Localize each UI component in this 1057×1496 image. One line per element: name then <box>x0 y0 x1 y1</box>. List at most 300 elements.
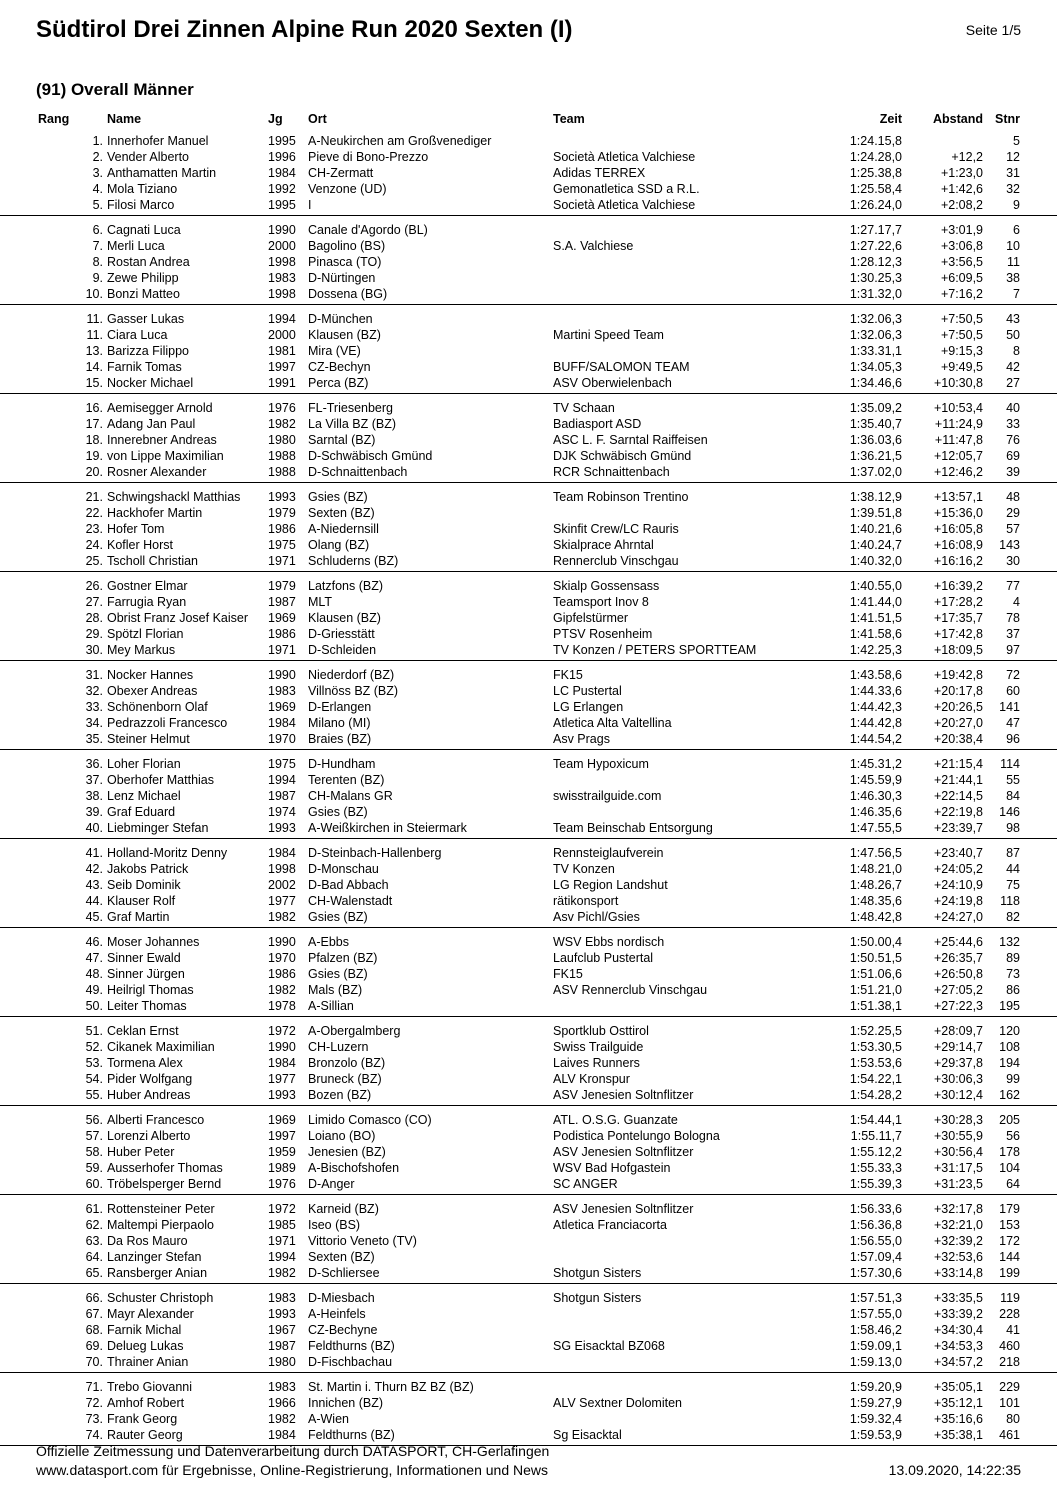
cell-abstand: +9:49,5 <box>940 360 983 374</box>
cell-ort: Klausen (BZ) <box>308 611 381 625</box>
cell-team: TV Konzen <box>553 862 615 876</box>
cell-jg: 1984 <box>268 846 296 860</box>
cell-abstand: +24:05,2 <box>933 862 983 876</box>
cell-jg: 1996 <box>268 150 296 164</box>
cell-ort: A-Neukirchen am Großvenediger <box>308 134 492 148</box>
cell-zeit: 1:33.31,1 <box>849 344 902 358</box>
cell-rang: 7. <box>92 239 103 253</box>
cell-rang: 20. <box>85 465 103 479</box>
cell-team: ASV Oberwielenbach <box>553 376 672 390</box>
cell-team: Società Atletica Valchiese <box>553 198 696 212</box>
cell-team: Swiss Trailguide <box>553 1040 644 1054</box>
cell-ort: D-Griesstätt <box>308 627 375 641</box>
cell-zeit: 1:36.21,5 <box>849 449 902 463</box>
cell-jg: 1983 <box>268 684 296 698</box>
table-row <box>0 982 1057 998</box>
col-jg: Jg <box>268 112 283 126</box>
cell-jg: 1987 <box>268 595 296 609</box>
table-row <box>0 1112 1057 1128</box>
cell-jg: 1990 <box>268 1040 296 1054</box>
cell-rang: 13. <box>85 344 103 358</box>
cell-jg: 1984 <box>268 1056 296 1070</box>
table-row <box>0 683 1057 699</box>
cell-stnr: 86 <box>1006 983 1020 997</box>
cell-stnr: 104 <box>999 1161 1020 1175</box>
cell-team: Skialp Gossensass <box>553 579 660 593</box>
cell-zeit: 1:26.24,0 <box>849 198 902 212</box>
cell-ort: Latzfons (BZ) <box>308 579 384 593</box>
cell-name: Tormena Alex <box>107 1056 183 1070</box>
cell-stnr: 9 <box>1013 198 1020 212</box>
table-row <box>0 489 1057 505</box>
cell-name: von Lippe Maximilian <box>107 449 224 463</box>
cell-zeit: 1:44.42,3 <box>849 700 902 714</box>
cell-name: Sinner Ewald <box>107 951 181 965</box>
cell-ort: D-Monschau <box>308 862 379 876</box>
table-row <box>0 359 1057 375</box>
cell-rang: 30. <box>85 643 103 657</box>
cell-stnr: 87 <box>1006 846 1020 860</box>
cell-name: Obexer Andreas <box>107 684 198 698</box>
cell-ort: St. Martin i. Thurn BZ BZ (BZ) <box>308 1380 474 1394</box>
cell-ort: Gsies (BZ) <box>308 490 368 504</box>
cell-team: Gemonatletica SSD a R.L. <box>553 182 700 196</box>
cell-stnr: 44 <box>1006 862 1020 876</box>
cell-team: Atletica Franciacorta <box>553 1218 667 1232</box>
result-group <box>0 133 1057 216</box>
cell-zeit: 1:37.02,0 <box>849 465 902 479</box>
cell-abstand: +12:46,2 <box>933 465 983 479</box>
cell-ort: A-Weißkirchen in Steiermark <box>308 821 467 835</box>
cell-zeit: 1:25.58,4 <box>849 182 902 196</box>
cell-zeit: 1:44.33,6 <box>849 684 902 698</box>
table-row <box>0 254 1057 270</box>
cell-abstand: +22:19,8 <box>933 805 983 819</box>
result-group <box>0 934 1057 1017</box>
cell-jg: 1989 <box>268 1161 296 1175</box>
cell-jg: 1987 <box>268 1339 296 1353</box>
cell-team: Laives Runners <box>553 1056 640 1070</box>
cell-team: TV Konzen / PETERS SPORTTEAM <box>553 643 757 657</box>
table-row <box>0 804 1057 820</box>
table-row <box>0 1039 1057 1055</box>
cell-rang: 16. <box>85 401 103 415</box>
table-row <box>0 861 1057 877</box>
cell-jg: 1983 <box>268 1380 296 1394</box>
cell-jg: 2002 <box>268 878 296 892</box>
cell-ort: Pieve di Bono-Prezzo <box>308 150 429 164</box>
table-row <box>0 1290 1057 1306</box>
cell-stnr: 96 <box>1006 732 1020 746</box>
cell-abstand: +30:28,3 <box>933 1113 983 1127</box>
cell-jg: 1982 <box>268 1412 296 1426</box>
cell-zeit: 1:51.06,6 <box>849 967 902 981</box>
cell-team: FK15 <box>553 668 583 682</box>
table-row <box>0 1217 1057 1233</box>
cell-stnr: 40 <box>1006 401 1020 415</box>
cell-jg: 1966 <box>268 1396 296 1410</box>
cell-abstand: +30:56,4 <box>933 1145 983 1159</box>
table-row <box>0 1233 1057 1249</box>
table-row <box>0 464 1057 480</box>
table-row <box>0 1427 1057 1443</box>
cell-stnr: 33 <box>1006 417 1020 431</box>
cell-team: rätikonsport <box>553 894 619 908</box>
cell-rang: 65. <box>85 1266 103 1280</box>
cell-abstand: +32:17,8 <box>933 1202 983 1216</box>
cell-ort: Karneid (BZ) <box>308 1202 379 1216</box>
cell-zeit: 1:47.56,5 <box>849 846 902 860</box>
cell-ort: Bozen (BZ) <box>308 1088 372 1102</box>
cell-jg: 1998 <box>268 862 296 876</box>
cell-zeit: 1:50.00,4 <box>849 935 902 949</box>
cell-team: SG Eisacktal BZ068 <box>553 1339 665 1353</box>
cell-ort: CH-Walenstadt <box>308 894 393 908</box>
cell-jg: 1976 <box>268 401 296 415</box>
cell-rang: 23. <box>85 522 103 536</box>
cell-jg: 1995 <box>268 198 296 212</box>
cell-rang: 25. <box>85 554 103 568</box>
cell-name: Lenz Michael <box>107 789 181 803</box>
cell-abstand: +7:50,5 <box>940 312 983 326</box>
cell-abstand: +9:15,3 <box>940 344 983 358</box>
cell-ort: Milano (MI) <box>308 716 371 730</box>
cell-jg: 1980 <box>268 1355 296 1369</box>
cell-team: LC Pustertal <box>553 684 622 698</box>
cell-stnr: 132 <box>999 935 1020 949</box>
cell-name: Merli Luca <box>107 239 165 253</box>
cell-stnr: 11 <box>1007 255 1020 269</box>
table-row <box>0 181 1057 197</box>
cell-rang: 31. <box>85 668 103 682</box>
table-row <box>0 1322 1057 1338</box>
cell-stnr: 64 <box>1006 1177 1020 1191</box>
cell-stnr: 98 <box>1006 821 1020 835</box>
cell-ort: I <box>308 198 312 212</box>
cell-abstand: +12:05,7 <box>933 449 983 463</box>
cell-jg: 1997 <box>268 1129 296 1143</box>
cell-rang: 56. <box>85 1113 103 1127</box>
cell-name: Klauser Rolf <box>107 894 176 908</box>
cell-zeit: 1:41.44,0 <box>849 595 902 609</box>
table-row <box>0 521 1057 537</box>
cell-name: Adang Jan Paul <box>107 417 196 431</box>
cell-name: Steiner Helmut <box>107 732 190 746</box>
cell-rang: 28. <box>85 611 103 625</box>
cell-zeit: 1:43.58,6 <box>849 668 902 682</box>
footer-line-1: Offizielle Zeitmessung und Datenverarbeitung durch DATASPORT, CH-Gerlafingen <box>36 1443 550 1459</box>
cell-name: Rottensteiner Peter <box>107 1202 215 1216</box>
cell-abstand: +20:27,0 <box>933 716 983 730</box>
cell-jg: 1993 <box>268 1307 296 1321</box>
table-row <box>0 400 1057 416</box>
cell-abstand: +33:35,5 <box>933 1291 983 1305</box>
cell-stnr: 80 <box>1006 1412 1020 1426</box>
cell-zeit: 1:41.51,5 <box>849 611 902 625</box>
cell-ort: Villnöss BZ (BZ) <box>308 684 399 698</box>
cell-rang: 11. <box>86 312 103 326</box>
cell-abstand: +7:50,5 <box>940 328 983 342</box>
table-row <box>0 270 1057 286</box>
cell-ort: Iseo (BS) <box>308 1218 361 1232</box>
cell-stnr: 39 <box>1006 465 1020 479</box>
cell-abstand: +32:21,0 <box>933 1218 983 1232</box>
table-row <box>0 448 1057 464</box>
cell-rang: 46. <box>85 935 103 949</box>
cell-name: Seib Dominik <box>107 878 181 892</box>
cell-zeit: 1:45.59,9 <box>849 773 902 787</box>
cell-abstand: +28:09,7 <box>933 1024 983 1038</box>
cell-name: Obrist Franz Josef Kaiser <box>107 611 249 625</box>
cell-zeit: 1:45.31,2 <box>849 757 902 771</box>
cell-zeit: 1:56.55,0 <box>849 1234 902 1248</box>
table-row <box>0 966 1057 982</box>
cell-name: Tscholl Christian <box>107 554 199 568</box>
cell-rang: 9. <box>92 271 103 285</box>
cell-ort: Gsies (BZ) <box>308 967 368 981</box>
table-row <box>0 667 1057 683</box>
cell-ort: MLT <box>308 595 333 609</box>
table-row <box>0 610 1057 626</box>
cell-ort: D-Hundham <box>308 757 376 771</box>
cell-ort: Pfalzen (BZ) <box>308 951 378 965</box>
cell-zeit: 1:39.51,8 <box>849 506 902 520</box>
cell-rang: 59. <box>85 1161 103 1175</box>
cell-jg: 1984 <box>268 166 296 180</box>
cell-zeit: 1:36.03,6 <box>849 433 902 447</box>
cell-rang: 43. <box>85 878 103 892</box>
cell-name: Loher Florian <box>107 757 181 771</box>
table-row <box>0 311 1057 327</box>
cell-rang: 21. <box>85 490 103 504</box>
cell-rang: 60. <box>85 1177 103 1191</box>
cell-abstand: +15:36,0 <box>933 506 983 520</box>
cell-name: Aemisegger Arnold <box>107 401 213 415</box>
cell-rang: 63. <box>85 1234 103 1248</box>
cell-jg: 1972 <box>268 1024 296 1038</box>
cell-zeit: 1:54.44,1 <box>849 1113 902 1127</box>
cell-zeit: 1:28.12,3 <box>849 255 902 269</box>
cell-abstand: +27:22,3 <box>933 999 983 1013</box>
cell-team: Team Robinson Trentino <box>553 490 689 504</box>
cell-stnr: 194 <box>999 1056 1020 1070</box>
cell-zeit: 1:35.09,2 <box>849 401 902 415</box>
cell-team: Team Hypoxicum <box>553 757 649 771</box>
cell-abstand: +3:06,8 <box>940 239 983 253</box>
cell-zeit: 1:54.28,2 <box>849 1088 902 1102</box>
cell-zeit: 1:56.33,6 <box>849 1202 902 1216</box>
cell-rang: 1. <box>92 134 103 148</box>
table-row <box>0 934 1057 950</box>
cell-ort: Mals (BZ) <box>308 983 363 997</box>
page-title: Südtirol Drei Zinnen Alpine Run 2020 Sexten (I) <box>36 16 573 43</box>
cell-rang: 36. <box>85 757 103 771</box>
cell-jg: 1991 <box>268 376 296 390</box>
cell-team: Shotgun Sisters <box>553 1291 642 1305</box>
cell-jg: 1993 <box>268 490 296 504</box>
cell-team: Sg Eisacktal <box>553 1428 622 1442</box>
cell-rang: 19. <box>85 449 103 463</box>
cell-zeit: 1:30.25,3 <box>849 271 902 285</box>
cell-stnr: 78 <box>1006 611 1020 625</box>
cell-zeit: 1:40.32,0 <box>849 554 902 568</box>
cell-ort: D-Miesbach <box>308 1291 375 1305</box>
cell-ort: D-Schnaittenbach <box>308 465 408 479</box>
cell-zeit: 1:24.15,8 <box>849 134 902 148</box>
cell-abstand: +12,2 <box>951 150 983 164</box>
cell-zeit: 1:24.28,0 <box>849 150 902 164</box>
cell-name: Oberhofer Matthias <box>107 773 214 787</box>
cell-abstand: +17:42,8 <box>933 627 983 641</box>
cell-stnr: 179 <box>999 1202 1020 1216</box>
cell-team: ASV Jenesien Soltnflitzer <box>553 1088 694 1102</box>
cell-name: Schwingshackl Matthias <box>107 490 241 504</box>
cell-jg: 1982 <box>268 910 296 924</box>
cell-name: Alberti Francesco <box>107 1113 205 1127</box>
result-group <box>0 311 1057 394</box>
cell-name: Spötzl Florian <box>107 627 184 641</box>
cell-team: Laufclub Pustertal <box>553 951 654 965</box>
cell-zeit: 1:41.58,6 <box>849 627 902 641</box>
cell-rang: 68. <box>85 1323 103 1337</box>
cell-rang: 10. <box>85 287 103 301</box>
cell-abstand: +34:57,2 <box>933 1355 983 1369</box>
cell-ort: D-Schwäbisch Gmünd <box>308 449 433 463</box>
cell-abstand: +16:39,2 <box>933 579 983 593</box>
cell-ort: CZ-Bechyn <box>308 360 371 374</box>
cell-name: Lorenzi Alberto <box>107 1129 191 1143</box>
cell-stnr: 42 <box>1006 360 1020 374</box>
cell-zeit: 1:40.55,0 <box>849 579 902 593</box>
result-group <box>0 1023 1057 1106</box>
cell-stnr: 84 <box>1006 789 1020 803</box>
cell-jg: 1998 <box>268 255 296 269</box>
cell-name: Farnik Michal <box>107 1323 182 1337</box>
cell-zeit: 1:55.33,3 <box>849 1161 902 1175</box>
cell-name: Nocker Michael <box>107 376 194 390</box>
cell-jg: 1994 <box>268 773 296 787</box>
cell-abstand: +34:53,3 <box>933 1339 983 1353</box>
cell-jg: 1979 <box>268 579 296 593</box>
cell-team: BUFF/SALOMON TEAM <box>553 360 690 374</box>
cell-zeit: 1:57.30,6 <box>849 1266 902 1280</box>
cell-stnr: 48 <box>1006 490 1020 504</box>
cell-jg: 1971 <box>268 643 296 657</box>
cell-rang: 45. <box>85 910 103 924</box>
cell-stnr: 77 <box>1006 579 1020 593</box>
cell-ort: Venzone (UD) <box>308 182 387 196</box>
result-group <box>0 1201 1057 1284</box>
cell-zeit: 1:56.36,8 <box>849 1218 902 1232</box>
cell-stnr: 57 <box>1006 522 1020 536</box>
cell-rang: 39. <box>85 805 103 819</box>
cell-abstand: +7:16,2 <box>940 287 983 301</box>
cell-rang: 53. <box>85 1056 103 1070</box>
cell-team: Asv Pichl/Gsies <box>553 910 640 924</box>
cell-ort: Vittorio Veneto (TV) <box>308 1234 417 1248</box>
cell-ort: Gsies (BZ) <box>308 805 368 819</box>
table-row <box>0 327 1057 343</box>
cell-jg: 2000 <box>268 328 296 342</box>
cell-ort: A-Wien <box>308 1412 349 1426</box>
cell-team: ALV Sextner Dolomiten <box>553 1396 682 1410</box>
cell-stnr: 205 <box>999 1113 1020 1127</box>
cell-ort: Braies (BZ) <box>308 732 372 746</box>
cell-abstand: +16:08,9 <box>933 538 983 552</box>
cell-rang: 49. <box>85 983 103 997</box>
cell-jg: 1997 <box>268 360 296 374</box>
cell-stnr: 108 <box>999 1040 1020 1054</box>
table-row <box>0 375 1057 391</box>
cell-rang: 6. <box>92 223 103 237</box>
cell-abstand: +18:09,5 <box>933 643 983 657</box>
cell-ort: CZ-Bechyne <box>308 1323 378 1337</box>
cell-jg: 1981 <box>268 344 296 358</box>
cell-abstand: +31:23,5 <box>933 1177 983 1191</box>
cell-rang: 62. <box>85 1218 103 1232</box>
cell-zeit: 1:27.22,6 <box>849 239 902 253</box>
cell-ort: A-Ebbs <box>308 935 349 949</box>
cell-zeit: 1:48.21,0 <box>849 862 902 876</box>
cell-name: Thrainer Anian <box>107 1355 189 1369</box>
cell-team: Società Atletica Valchiese <box>553 150 696 164</box>
cell-zeit: 1:32.06,3 <box>849 312 902 326</box>
cell-stnr: 195 <box>999 999 1020 1013</box>
cell-ort: Jenesien (BZ) <box>308 1145 386 1159</box>
cell-zeit: 1:48.35,6 <box>849 894 902 908</box>
table-row <box>0 1144 1057 1160</box>
cell-ort: Sexten (BZ) <box>308 1250 375 1264</box>
page-number: Seite 1/5 <box>965 22 1021 38</box>
cell-rang: 26. <box>85 579 103 593</box>
cell-team: ALV Kronspur <box>553 1072 630 1086</box>
cell-team: Team Beinschab Entsorgung <box>553 821 713 835</box>
cell-stnr: 5 <box>1013 134 1020 148</box>
cell-team: FK15 <box>553 967 583 981</box>
cell-name: Anthamatten Martin <box>107 166 217 180</box>
table-row <box>0 1338 1057 1354</box>
cell-name: Graf Martin <box>107 910 170 924</box>
cell-jg: 1998 <box>268 287 296 301</box>
cell-abstand: +35:05,1 <box>933 1380 983 1394</box>
cell-name: Bonzi Matteo <box>107 287 180 301</box>
cell-stnr: 162 <box>999 1088 1020 1102</box>
cell-rang: 50. <box>85 999 103 1013</box>
cell-jg: 1992 <box>268 182 296 196</box>
cell-abstand: +6:09,5 <box>940 271 983 285</box>
cell-jg: 1978 <box>268 999 296 1013</box>
table-row <box>0 1411 1057 1427</box>
cell-rang: 8. <box>92 255 103 269</box>
cell-name: Filosi Marco <box>107 198 175 212</box>
cell-rang: 17. <box>85 417 103 431</box>
table-row <box>0 537 1057 553</box>
result-group <box>0 667 1057 750</box>
cell-zeit: 1:44.42,8 <box>849 716 902 730</box>
cell-team: Rennsteiglaufverein <box>553 846 664 860</box>
table-row <box>0 505 1057 521</box>
cell-name: Amhof Robert <box>107 1396 185 1410</box>
table-row <box>0 238 1057 254</box>
cell-abstand: +19:42,8 <box>933 668 983 682</box>
cell-team: Gipfelstürmer <box>553 611 629 625</box>
cell-stnr: 10 <box>1006 239 1020 253</box>
cell-abstand: +11:24,9 <box>934 417 983 431</box>
cell-name: Vender Alberto <box>107 150 190 164</box>
cell-name: Ciara Luca <box>107 328 168 342</box>
cell-name: Pedrazzoli Francesco <box>107 716 228 730</box>
cell-ort: D-Schleiden <box>308 643 377 657</box>
